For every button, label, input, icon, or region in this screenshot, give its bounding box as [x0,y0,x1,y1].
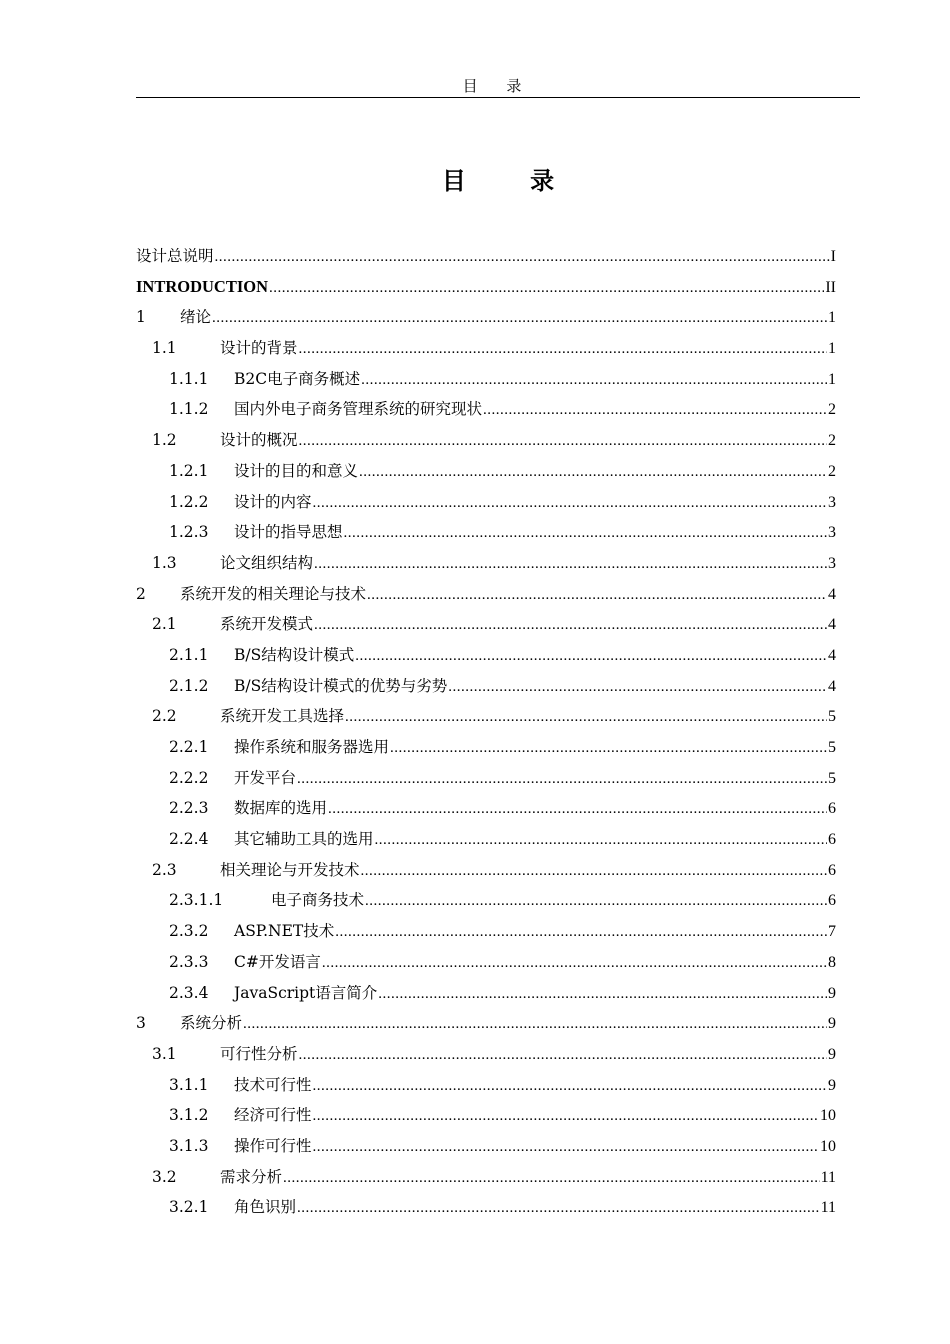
toc-entry-title: 系统开发的相关理论与技术 [180,584,367,603]
toc-dot-leader [361,365,827,396]
toc-entry[interactable] [136,609,836,640]
toc-entry-number: 2.1.2 [169,676,209,695]
toc-entry-page-number: I [830,248,836,265]
toc-entry-page-number: 10 [820,1137,836,1155]
toc-dot-leader [365,886,827,917]
running-header: 目 录 [462,77,534,95]
toc-entry-number: 1.3 [152,553,177,572]
toc-dot-leader [313,1101,819,1132]
toc-dot-leader [269,273,824,304]
toc-entry-title: 系统开发模式 [220,615,314,634]
toc-entry-page-number: 6 [828,800,836,818]
toc-dot-leader [299,334,827,365]
toc-entry-page-number: 11 [820,1199,836,1217]
toc-entry[interactable] [136,425,836,456]
toc-entry-title: 设计的概况 [220,431,298,450]
toc-entry-page-number: 2 [828,401,836,419]
toc-entry-number: 2.2.1 [169,738,209,756]
toc-dot-leader [212,303,827,334]
toc-entry-title: 论文组织结构 [220,553,314,572]
toc-entry-title: 绪论 [180,308,212,327]
toc-dot-leader [355,641,827,672]
toc-entry-title: 操作可行性 [234,1136,312,1155]
toc-entry-title: 数据库的选用 [234,799,328,818]
toc-dot-leader [299,426,827,457]
toc-dot-leader [322,948,827,979]
toc-entry-title: 设计的目的和意义 [234,461,359,480]
toc-dot-leader [367,580,827,611]
toc-entry-title: 需求分析 [220,1167,283,1186]
toc-entry-title: C#开发语言 [234,952,321,971]
toc-entry-number: 1.1 [152,339,177,358]
toc-entry-title: INTRODUCTION [136,276,269,296]
toc-entry-page-number: 9 [828,1015,836,1033]
toc-entry[interactable] [136,916,836,947]
toc-entry-number: 2.1 [152,615,177,634]
toc-entry-number: 1 [136,308,146,327]
toc-entry[interactable] [136,333,836,364]
toc-entry-page-number: II [825,278,836,296]
toc-entry[interactable] [136,1131,836,1162]
toc-entry-page-number: 7 [828,923,836,941]
toc-entry[interactable] [136,640,836,671]
toc-entry-title: 操作系统和服务器选用 [234,738,390,756]
toc-entry-page-number: 6 [828,892,836,910]
toc-dot-leader [483,395,827,426]
toc-entry-page-number: 6 [828,861,836,879]
toc-entry-title: 相关理论与开发技术 [220,860,360,879]
toc-entry[interactable] [136,701,836,732]
toc-entry[interactable] [136,732,836,763]
toc-entry[interactable] [136,548,836,579]
toc-entry-number: 3.2.1 [169,1198,209,1217]
toc-entry-title: 电子商务技术 [271,891,365,910]
toc-dot-leader [299,1040,827,1071]
toc-entry-number: 1.1.1 [169,369,209,388]
toc-entry[interactable] [136,1070,836,1101]
toc-dot-leader [297,764,827,795]
toc-entry-page-number: 1 [828,340,836,358]
toc-dot-leader [335,917,827,948]
toc-dot-leader [313,1071,827,1102]
toc-entry-number: 3.1 [152,1044,177,1063]
toc-entry[interactable] [136,793,836,824]
toc-entry-number: 2.2.4 [169,830,209,849]
toc-entry-number: 3.1.1 [169,1075,209,1094]
toc-entry-title: 设计的指导思想 [234,523,343,542]
toc-entry-title: 其它辅助工具的选用 [234,830,374,849]
toc-entry-number: 2.3.1.1 [169,891,224,910]
toc-entry[interactable] [136,394,836,425]
toc-entry-page-number: 2 [828,462,836,480]
toc-entry-page-number: 9 [828,984,836,1002]
toc-entry-number: 1.1.2 [169,400,209,419]
toc-entry-page-number: 5 [828,708,836,726]
toc-entry-title: 国内外电子商务管理系统的研究现状 [234,400,483,419]
toc-entry[interactable] [136,1162,836,1193]
toc-entry[interactable] [136,272,836,303]
toc-entry-title: B/S结构设计模式的优势与劣势 [234,676,448,695]
toc-entry-number: 1.2 [152,431,177,450]
toc-entry-title: 角色识别 [234,1198,297,1217]
toc-entry-page-number: 4 [828,616,836,634]
toc-entry-page-number: 9 [828,1045,836,1063]
toc-entry-title: 系统分析 [180,1014,243,1033]
toc-entry-title: 设计的背景 [220,339,298,358]
toc-dot-leader [345,702,827,733]
toc-entry-title: 开发平台 [234,768,297,787]
toc-entry-title: 设计的内容 [234,492,312,511]
toc-entry-title: ASP.NET技术 [234,922,335,941]
toc-dot-leader [375,825,827,856]
toc-entry-number: 2.3.4 [169,983,209,1002]
toc-entry-page-number: 3 [828,524,836,542]
table-of-contents [136,241,836,1223]
toc-dot-leader [328,794,827,825]
toc-entry[interactable] [136,1008,836,1039]
toc-entry[interactable] [136,241,836,272]
toc-entry[interactable] [136,885,836,916]
toc-entry[interactable] [136,456,836,487]
toc-entry[interactable] [136,978,836,1009]
toc-dot-leader [448,672,827,703]
toc-dot-leader [313,488,827,519]
toc-entry-number: 1.2.1 [169,461,209,480]
toc-entry[interactable] [136,824,836,855]
toc-dot-leader [313,1132,819,1163]
toc-entry-number: 2.2 [152,707,177,726]
toc-entry-number: 2.3.2 [169,922,209,941]
toc-entry-page-number: 9 [828,1076,836,1094]
toc-entry-page-number: 8 [828,953,836,971]
toc-entry[interactable] [136,763,836,794]
toc-entry-title: 经济可行性 [234,1106,312,1125]
toc-dot-leader [297,1193,820,1224]
toc-entry-page-number: 4 [828,646,836,664]
toc-entry-title: 技术可行性 [234,1075,312,1094]
toc-entry-page-number: 2 [828,432,836,450]
toc-entry-number: 3.1.2 [169,1106,209,1125]
toc-entry[interactable] [136,302,836,333]
toc-dot-leader [359,457,827,488]
toc-entry-page-number: 1 [828,309,836,327]
toc-dot-leader [361,856,827,887]
toc-entry-title: JavaScript语言简介 [234,983,378,1002]
toc-entry-page-number: 5 [828,739,836,756]
toc-entry-title: B2C电子商务概述 [234,369,361,388]
toc-entry-page-number: 3 [828,493,836,511]
toc-dot-leader [243,1009,827,1040]
toc-entry-page-number: 5 [828,769,836,787]
toc-dot-leader [378,979,827,1010]
toc-entry-page-number: 4 [828,585,836,603]
toc-entry-number: 1.2.3 [169,523,209,542]
toc-entry[interactable] [136,517,836,548]
toc-entry-title: B/S结构设计模式 [234,645,355,664]
toc-dot-leader [314,610,827,641]
toc-entry-page-number: 3 [828,554,836,572]
toc-entry-page-number: 6 [828,831,836,849]
toc-entry-title: 设计总说明 [136,247,214,265]
toc-entry-page-number: 1 [828,370,836,388]
toc-entry-number: 2.2.2 [169,768,209,787]
toc-dot-leader [215,242,830,273]
toc-entry-number: 1.2.2 [169,492,209,511]
toc-entry[interactable] [136,671,836,702]
toc-entry-number: 2.1.1 [169,645,209,664]
header-rule [136,97,860,98]
toc-entry-number: 2.2.3 [169,799,209,818]
toc-entry[interactable] [136,364,836,395]
toc-entry[interactable] [136,1192,836,1223]
toc-entry-page-number: 4 [828,677,836,695]
toc-entry[interactable] [136,855,836,886]
toc-title: 目 录 [441,167,583,195]
toc-dot-leader [344,518,827,549]
toc-entry-number: 2.3.3 [169,952,209,971]
toc-dot-leader [390,733,827,764]
toc-entry-number: 2 [136,584,146,603]
toc-dot-leader [283,1163,820,1194]
toc-entry-number: 2.3 [152,860,177,879]
toc-entry-title: 系统开发工具选择 [220,707,345,726]
toc-dot-leader [314,549,827,580]
toc-entry-number: 3.1.3 [169,1136,209,1155]
toc-entry-number: 3 [136,1014,146,1033]
toc-entry-page-number: 11 [820,1168,836,1186]
toc-entry-number: 3.2 [152,1167,177,1186]
toc-entry[interactable] [136,1039,836,1070]
toc-entry[interactable] [136,579,836,610]
toc-entry[interactable] [136,487,836,518]
toc-entry-title: 可行性分析 [220,1044,298,1063]
toc-entry[interactable] [136,1100,836,1131]
toc-entry-page-number: 10 [820,1107,836,1125]
toc-entry[interactable] [136,947,836,978]
